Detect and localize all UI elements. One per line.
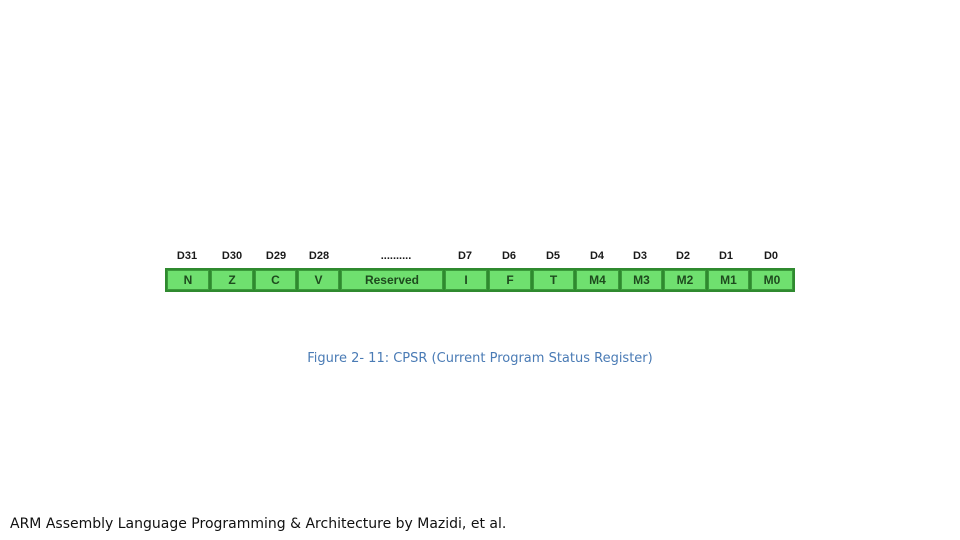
bit-position-labels xyxy=(165,250,795,266)
bit-label-d31: D31 xyxy=(176,250,198,262)
bit-label-d30: D30 xyxy=(221,250,243,262)
flag-n-cell: N xyxy=(167,270,209,290)
mode-m3-cell: M3 xyxy=(621,270,662,290)
bit-label-d0: D0 xyxy=(763,250,779,262)
bit-label-d3: D3 xyxy=(632,250,648,262)
bit-label-d5: D5 xyxy=(545,250,561,262)
mode-m2-cell: M2 xyxy=(664,270,706,290)
figure-caption: Figure 2- 11: CPSR (Current Program Status Register) xyxy=(307,351,653,366)
reserved-cell: Reserved xyxy=(341,270,443,290)
bit-label-d4: D4 xyxy=(589,250,605,262)
bit-label-d28: D28 xyxy=(308,250,330,262)
flag-v-cell: V xyxy=(298,270,339,290)
mode-m1-cell: M1 xyxy=(708,270,749,290)
cpsr-register-diagram xyxy=(165,250,795,292)
bit-label-ellipsis: .......... xyxy=(380,250,412,262)
bit-label-d6: D6 xyxy=(501,250,517,262)
bit-label-d1: D1 xyxy=(718,250,734,262)
source-credit: ARM Assembly Language Programming & Architecture by Mazidi, et al. xyxy=(10,516,507,532)
flag-t-cell: T xyxy=(533,270,574,290)
bit-label-d29: D29 xyxy=(265,250,287,262)
flag-i-cell: I xyxy=(445,270,487,290)
mode-m0-cell: M0 xyxy=(751,270,793,290)
register-bit-fields xyxy=(165,268,795,292)
flag-c-cell: C xyxy=(255,270,296,290)
mode-m4-cell: M4 xyxy=(576,270,619,290)
bit-label-d2: D2 xyxy=(675,250,691,262)
flag-f-cell: F xyxy=(489,270,531,290)
flag-z-cell: Z xyxy=(211,270,253,290)
bit-label-d7: D7 xyxy=(457,250,473,262)
